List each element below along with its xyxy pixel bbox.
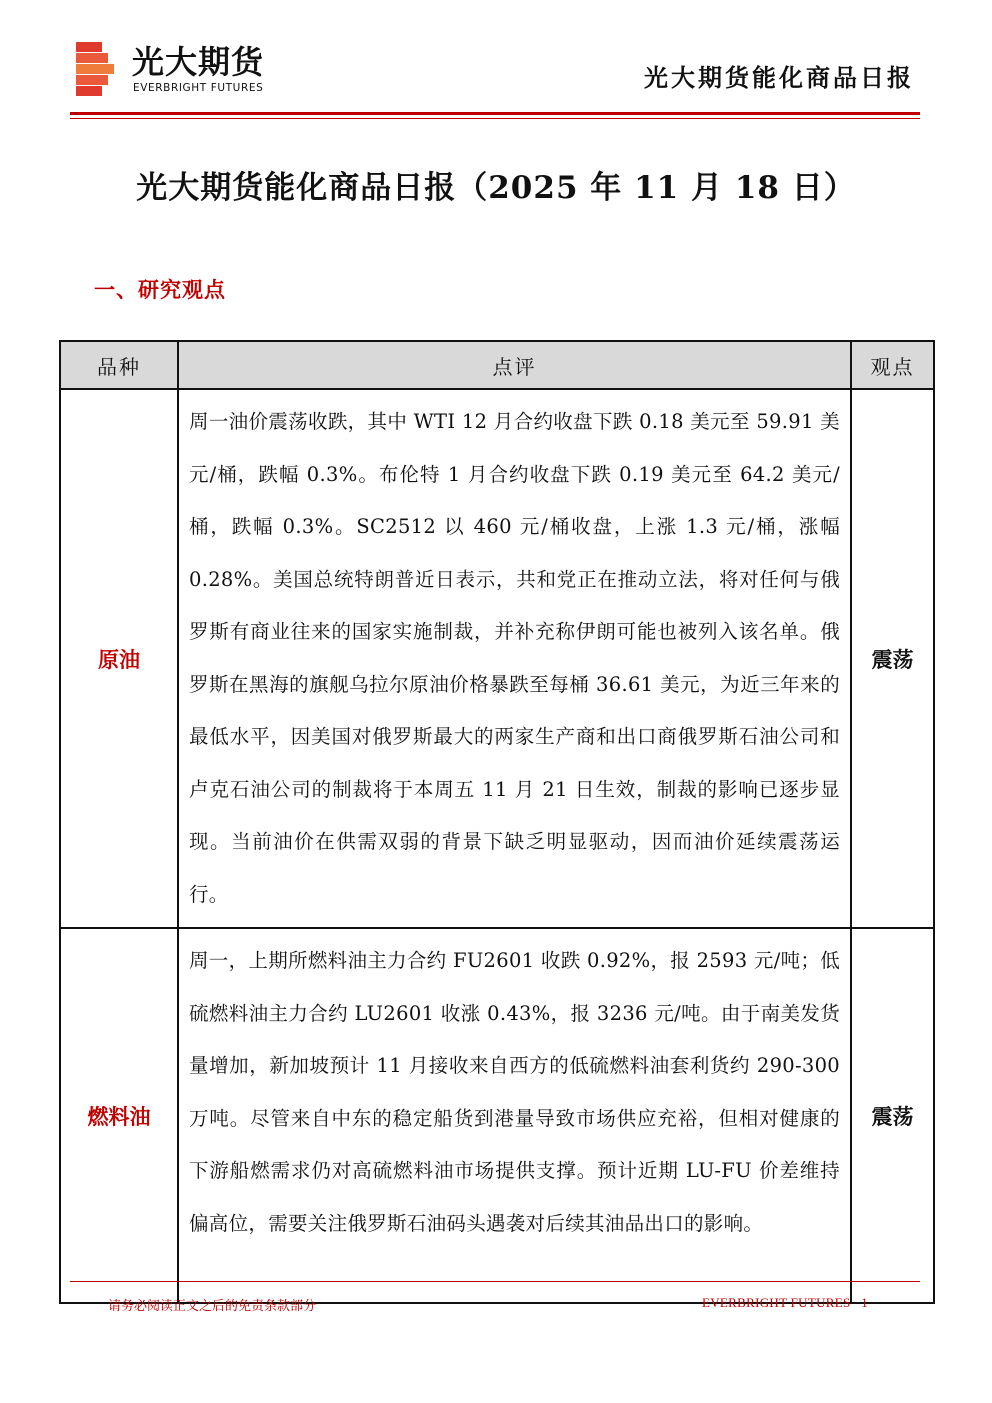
header-comment: 点评 bbox=[178, 341, 851, 389]
row-view: 震荡 bbox=[851, 928, 934, 1303]
logo-english-name: EVERBRIGHT FUTURES bbox=[133, 82, 264, 94]
header-divider bbox=[70, 112, 920, 115]
document-title: 光大期货能化商品日报（2025 年 11 月 18 日） bbox=[136, 170, 856, 206]
company-logo bbox=[76, 42, 296, 98]
logo-chinese-name: 光大期货 bbox=[132, 43, 265, 81]
footer-disclaimer: 请务必阅读正文之后的免责条款部分 bbox=[108, 1299, 317, 1314]
header-title: 光大期货能化商品日报 bbox=[644, 64, 914, 92]
header-divider-thin bbox=[70, 118, 920, 119]
header-view: 观点 bbox=[851, 341, 934, 389]
row-comment: 周一，上期所燃料油主力合约 FU2601 收跌 0.92%，报 2593 元/吨；低硫燃料油主力合约 LU2601 收涨 0.43%，报 3236 元/吨。由于南美发货量增加，新加坡预计 11 月接收来自西方的低硫燃料油套利货约 290-300 万吨。尽管来自中东的稳定船货到港量导致市场供应充裕，但相对健康的下游船燃需求仍对高硫燃料油市场提供支撑。预计近期 LU-FU 价差维持偏高位，需要关注俄罗斯石油码头遇袭对后续其油品出口的影响。 bbox=[178, 928, 851, 1303]
row-category: 原油 bbox=[60, 389, 178, 928]
row-view: 震荡 bbox=[851, 389, 934, 928]
research-view-table bbox=[59, 340, 935, 1304]
table-header-row bbox=[60, 341, 934, 389]
row-comment: 周一油价震荡收跌，其中 WTI 12 月合约收盘下跌 0.18 美元至 59.91 美元/桶，跌幅 0.3%。布伦特 1 月合约收盘下跌 0.19 美元至 64.2 美元/桶，跌幅 0.3%。SC2512 以 460 元/桶收盘，上涨 1.3 元/桶，涨幅 0.28%。美国总统特朗普近日表示，共和党正在推动立法，将对任何与俄罗斯有商业往来的国家实施制裁，并补充称伊朗可能也被列入该名单。俄罗斯在黑海的旗舰乌拉尔原油价格暴跌至每桶 36.61 美元，为近三年来的最低水平，因美国对俄罗斯最大的两家生产商和出口商俄罗斯石油公司和卢克石油公司的制裁将于本周五 11 月 21 日生效，制裁的影响已逐步显现。当前油价在供需双弱的背景下缺乏明显驱动，因而油价延续震荡运行。 bbox=[178, 389, 851, 928]
footer-brand-text: EVERBRIGHT FUTURES bbox=[701, 1295, 851, 1310]
logo-mark-icon bbox=[76, 42, 116, 98]
section-heading: 一、研究观点 bbox=[94, 277, 226, 302]
footer-brand bbox=[702, 1295, 868, 1311]
footer-divider bbox=[70, 1281, 920, 1282]
table-row bbox=[60, 389, 934, 928]
header-category: 品种 bbox=[60, 341, 178, 389]
row-category: 燃料油 bbox=[60, 928, 178, 1303]
table-row bbox=[60, 928, 934, 1303]
page-number: 1 bbox=[861, 1295, 868, 1310]
